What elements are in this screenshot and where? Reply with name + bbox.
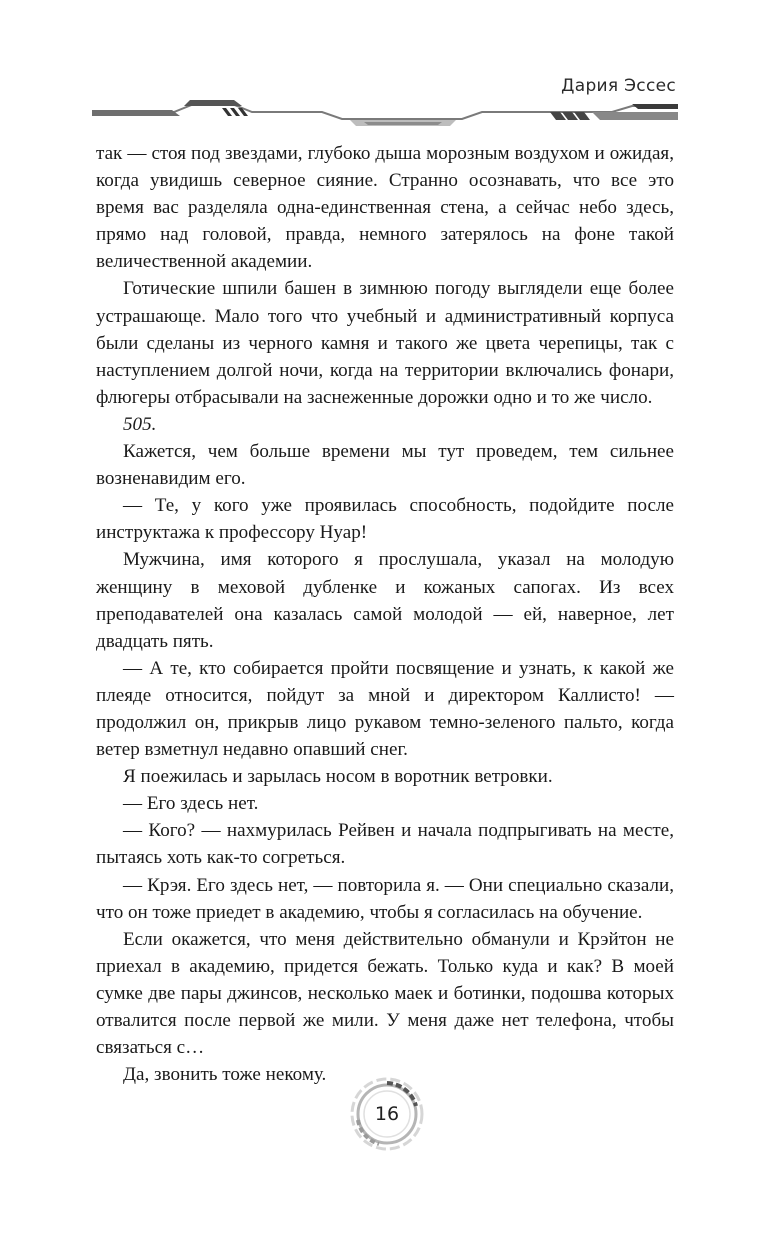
paragraph-dialogue: — Его здесь нет. — [123, 793, 259, 815]
paragraph: Если окажется, что меня действительно обманули и Крэйтон не приехал в академию, придется бежать. Только куда и как? В моей сумке две пары джинсов, несколько маек и ботинки, подошва которых отвалится после первой же мили. У меня даже нет телефона, чтобы связаться с… — [96, 928, 674, 1059]
running-header-author: Дария Эссес — [561, 76, 676, 96]
paragraph-dialogue: — Крэя. Его здесь нет, — повторила я. — Они специально сказали, что он тоже приедет в академию, чтобы я согласилась на обучение. — [96, 874, 674, 923]
paragraph: Я поежилась и зарылась носом в воротник ветровки. — [123, 766, 553, 788]
paragraph-dialogue: — Те, у кого уже проявилась способность, подойдите после инструктажа к профессору Нуар! — [96, 495, 674, 544]
page-number: 16 — [374, 1103, 400, 1125]
page-body-text — [96, 140, 674, 1088]
paragraph: Готические шпили башен в зимнюю погоду выглядели еще более устрашающе. Мало того что учебный и административный корпуса были сделаны из черного камня и такого же цвета черепицы, так с наступлением долгой ночи, когда на территории включались фонари, флюгеры отбрасывали на заснеженные дорожки одно и то же число. — [96, 278, 674, 408]
paragraph-dialogue: — А те, кто собирается пройти посвящение и узнать, к какой же плеяде относится, пойдут за мной и директором Каллисто! — продолжил он, прикрыв лицо рукавом темно-зеленого пальто, когда ветер взметнул недавно опавший снег. — [96, 657, 674, 761]
paragraph: Мужчина, имя которого я прослушала, указал на молодую женщину в меховой дубленке и кожаных сапогах. Из всех преподавателей она казалась самой молодой — ей, наверное, лет двадцать пять. — [96, 549, 674, 652]
header-ornament — [92, 98, 678, 130]
paragraph: так — стоя под звездами, глубоко дыша морозным воздухом и ожидая, когда увидишь северное сияние. Странно осознавать, что все это время вас разделяла одна-единственная стена, а сейчас небо здесь, прямо над головой, правда, немного затерялось на фоне такой величественной академии. — [96, 143, 674, 273]
paragraph-dialogue: — Кого? — нахмурилась Рейвен и начала подпрыгивать на месте, пытаясь хоть как-то согреться. — [96, 820, 674, 869]
paragraph-italic-number: 505. — [123, 413, 157, 435]
page-number-badge — [349, 1076, 425, 1152]
paragraph: Да, звонить тоже некому. — [123, 1064, 327, 1086]
paragraph: Кажется, чем больше времени мы тут проведем, тем сильнее возненавидим его. — [96, 441, 674, 490]
